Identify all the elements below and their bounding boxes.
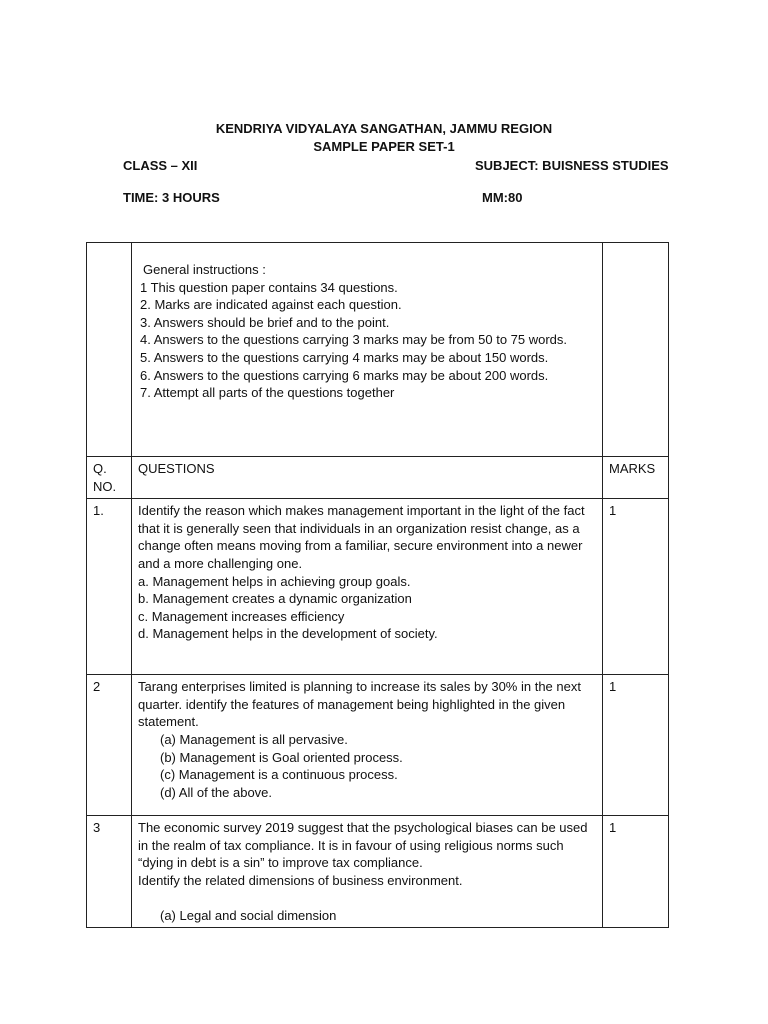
- spacer: [138, 890, 596, 907]
- question-number: 2: [87, 675, 132, 816]
- question-cell: [132, 675, 603, 816]
- instructions-list: [138, 279, 596, 402]
- option-item: (c) Management is a continuous process.: [160, 767, 398, 783]
- question-paper-table: [86, 242, 669, 928]
- option-item: c. Management increases efficiency: [138, 608, 345, 624]
- empty-cell: [87, 243, 132, 457]
- instruction-item: 5. Answers to the questions carrying 4 marks may be about 150 words.: [140, 349, 549, 365]
- question-row: [87, 675, 669, 816]
- question-row: [87, 816, 669, 928]
- question-text: Tarang enterprises limited is planning to increase its sales by 30% in the next quarter. identify the features of management being highlighted in the given statement.: [138, 679, 581, 730]
- questions-header: QUESTIONS: [132, 457, 603, 499]
- instructions-row: [87, 243, 669, 457]
- marks-header: MARKS: [603, 457, 669, 499]
- table-header-row: [87, 457, 669, 499]
- question-text: Identify the reason which makes management important in the light of the fact that it is generally seen that individuals in an organization resist change, as a change often means moving from a familiar, secure environment into a newer and a more challenging one.: [138, 503, 585, 571]
- question-cell: [132, 499, 603, 675]
- option-item: (b) Management is Goal oriented process.: [160, 749, 403, 765]
- instruction-item: 3. Answers should be brief and to the point.: [140, 314, 390, 330]
- options-list: [138, 573, 596, 643]
- options-list: [138, 907, 596, 925]
- instruction-item: 6. Answers to the questions carrying 6 marks may be about 200 words.: [140, 367, 549, 383]
- option-item: a. Management helps in achieving group goals.: [138, 573, 411, 589]
- question-number: 3: [87, 816, 132, 928]
- question-marks: 1: [603, 816, 669, 928]
- instructions-cell: [132, 243, 603, 457]
- time-label: TIME: 3 HOURS: [123, 190, 220, 205]
- question-marks: 1: [603, 499, 669, 675]
- option-item: (d) All of the above.: [160, 784, 273, 800]
- max-marks-label: MM:80: [482, 190, 523, 205]
- question-marks: 1: [603, 675, 669, 816]
- organization-title: KENDRIYA VIDYALAYA SANGATHAN, JAMMU REGION: [215, 121, 553, 136]
- paper-title: SAMPLE PAPER SET-1: [313, 139, 455, 154]
- empty-cell: [603, 243, 669, 457]
- question-text: The economic survey 2019 suggest that the psychological biases can be used in the realm of tax compliance. It is in favour of using religious norms such “dying in debt is a sin” to improve tax compliance.: [138, 820, 588, 871]
- subject-label: SUBJECT: BUISNESS STUDIES: [475, 158, 669, 173]
- instruction-item: 7. Attempt all parts of the questions together: [140, 385, 395, 401]
- instruction-item: 2. Marks are indicated against each question.: [140, 297, 402, 313]
- instruction-item: 4. Answers to the questions carrying 3 marks may be from 50 to 75 words.: [140, 332, 568, 348]
- question-row: [87, 499, 669, 675]
- option-item: (a) Management is all pervasive.: [160, 731, 348, 747]
- question-prompt: Identify the related dimensions of business environment.: [138, 872, 463, 888]
- options-list: [138, 731, 596, 801]
- instruction-item: 1 This question paper contains 34 questions.: [140, 279, 398, 295]
- option-item: b. Management creates a dynamic organization: [138, 591, 412, 607]
- option-item: (a) Legal and social dimension: [160, 907, 337, 923]
- instructions-title: General instructions :: [143, 262, 266, 277]
- qno-header: Q. NO.: [87, 457, 132, 499]
- option-item: d. Management helps in the development of society.: [138, 626, 438, 642]
- question-number: 1.: [87, 499, 132, 675]
- question-cell: [132, 816, 603, 928]
- class-label: CLASS – XII: [123, 158, 198, 173]
